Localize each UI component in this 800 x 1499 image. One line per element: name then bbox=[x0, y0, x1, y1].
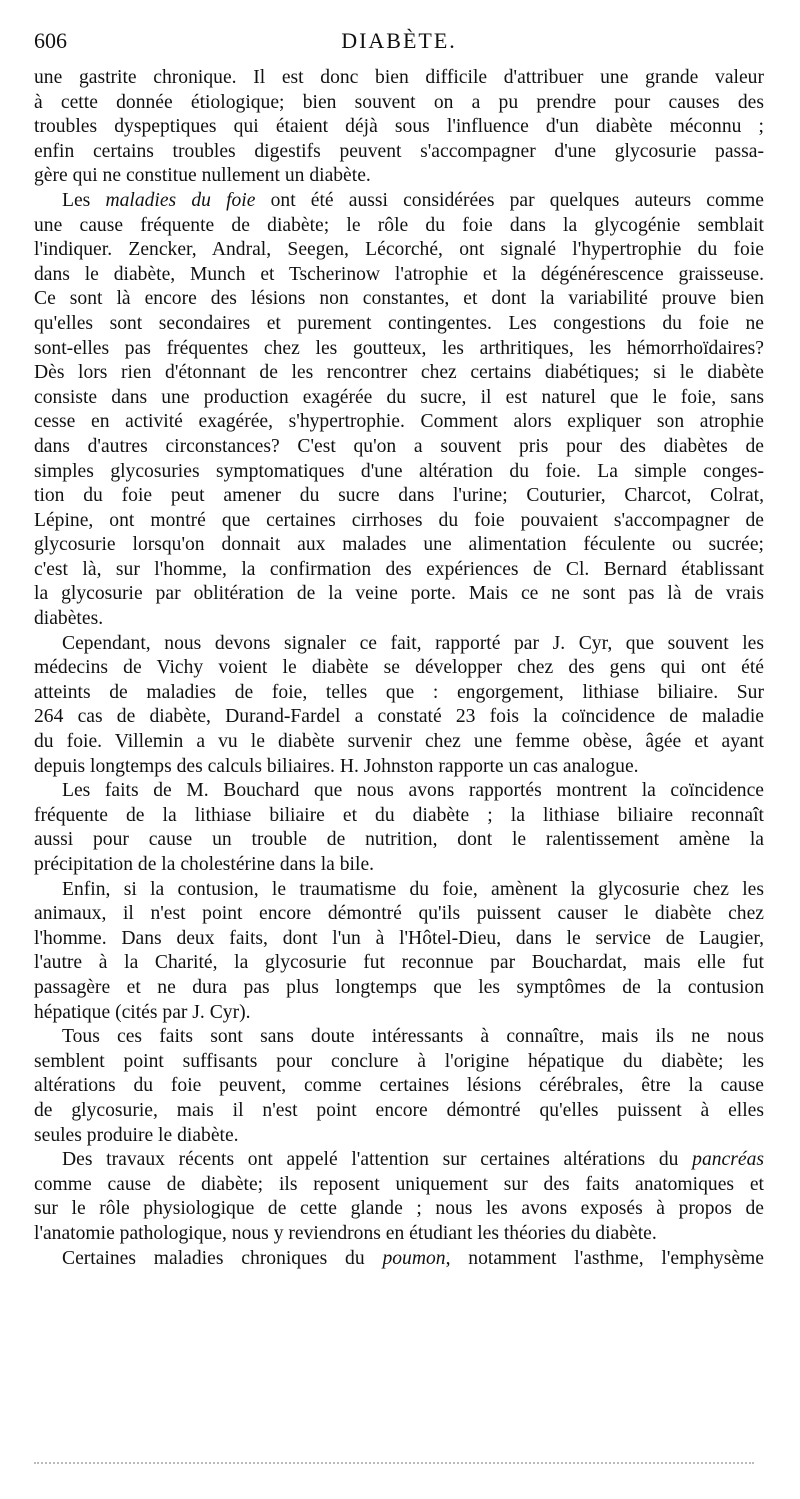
text-line bbox=[34, 1148, 764, 1173]
text-line: du foie. Villemin a vu le diabète survenir chez une femme obèse, âgée et ayant bbox=[34, 731, 764, 753]
text-segment: Des travaux récents ont appelé l'attention sur certaines altérations du bbox=[62, 1149, 693, 1171]
text-line: gère qui ne constitue nullement un diabète. bbox=[34, 165, 371, 187]
text-line: altérations du foie peuvent, comme certaines lésions cérébrales, être la cause bbox=[34, 1075, 764, 1097]
text-line: atteints de maladies de foie, telles que : engorgement, lithiase biliaire. Sur bbox=[34, 681, 764, 703]
text-segment: Certaines maladies chroniques du bbox=[62, 1247, 383, 1269]
text-line: Lépine, ont montré que certaines cirrhoses du foie pouvaient s'accompagner de bbox=[34, 509, 764, 531]
text-line: diabètes. bbox=[34, 608, 104, 630]
italic-term: pancréas bbox=[692, 1149, 764, 1171]
text-line: l'autre à la Charité, la glycosurie fut reconnue par Bouchardat, mais elle fut bbox=[34, 952, 764, 974]
text-line: une cause fréquente de diabète; le rôle du foie dans la glycogénie semblait bbox=[34, 214, 764, 236]
text-line: qu'elles sont secondaires et purement contingentes. Les congestions du foie ne bbox=[34, 312, 764, 334]
text-line: cesse en activité exagérée, s'hypertrophie. Comment alors expliquer son atrophie bbox=[34, 411, 764, 433]
footer-divider bbox=[34, 1462, 754, 1464]
text-line: fréquente de la lithiase biliaire et du diabète ; la lithiase biliaire reconnaît bbox=[34, 804, 764, 826]
text-line bbox=[34, 189, 764, 214]
running-title: DIABÈTE. bbox=[341, 28, 457, 53]
text-line: Les faits de M. Bouchard que nous avons rapportés montrent la coïncidence bbox=[62, 780, 764, 802]
text-line: c'est là, sur l'homme, la confirmation des expériences de Cl. Bernard établissant bbox=[34, 558, 764, 580]
text-line: la glycosurie par oblitération de la veine porte. Mais ce ne sont pas là de vrais bbox=[34, 583, 764, 605]
page-header bbox=[34, 28, 764, 58]
text-line: l'homme. Dans deux faits, dont l'un à l'Hôtel-Dieu, dans le service de Laugier, bbox=[34, 927, 764, 949]
text-line: Enfin, si la contusion, le traumatisme du foie, amènent la glycosurie chez les bbox=[62, 878, 764, 900]
text-line: enfin certains troubles digestifs peuvent s'accompagner d'une glycosurie passa- bbox=[34, 140, 764, 162]
text-line: glycosurie lorsqu'on donnait aux malades une alimentation féculente ou sucrée; bbox=[34, 534, 764, 556]
text-line: comme cause de diabète; ils reposent uniquement sur des faits anatomiques et bbox=[34, 1173, 764, 1195]
text-line: médecins de Vichy voient le diabète se développer chez des gens qui ont été bbox=[34, 657, 764, 679]
text-line: Cependant, nous devons signaler ce fait, rapporté par J. Cyr, que souvent les bbox=[62, 632, 764, 654]
text-line: Dès lors rien d'étonnant de les rencontrer chez certains diabétiques; si le diabète bbox=[34, 362, 764, 384]
text-line: de glycosurie, mais il n'est point encore démontré qu'elles puissent à elles bbox=[34, 1099, 764, 1121]
text-line: l'indiquer. Zencker, Andral, Seegen, Lécorché, ont signalé l'hypertrophie du foie bbox=[34, 239, 764, 261]
text-line: sont-elles pas fréquentes chez les goutteux, les arthritiques, les hémorrhoïdaires? bbox=[34, 337, 764, 359]
text-line: consiste dans une production exagérée du sucre, il est naturel que le foie, sans bbox=[34, 386, 764, 408]
italic-term: poumon bbox=[382, 1247, 446, 1269]
text-line: aussi pour cause un trouble de nutrition, dont le ralentissement amène la bbox=[34, 829, 764, 851]
text-line: simples glycosuries symptomatiques d'une altération du foie. La simple conges- bbox=[34, 460, 764, 482]
text-line: tion du foie peut amener du sucre dans l'urine; Couturier, Charcot, Colrat, bbox=[34, 485, 764, 507]
text-line: dans d'autres circonstances? C'est qu'on a souvent pris pour des diabètes de bbox=[34, 435, 764, 457]
text-line: l'anatomie pathologique, nous y reviendrons en étudiant les théories du diabète. bbox=[34, 1222, 657, 1244]
text-line: seules produire le diabète. bbox=[34, 1124, 239, 1146]
text-line: Tous ces faits sont sans doute intéressants à connaître, mais ils ne nous bbox=[62, 1026, 764, 1048]
text-line: Ce sont là encore des lésions non constantes, et dont la variabilité prouve bien bbox=[34, 288, 764, 310]
text-line: depuis longtemps des calculs biliaires. H. Johnston rapporte un cas analogue. bbox=[34, 755, 639, 777]
text-segment: ont été aussi considérées par quelques auteurs comme bbox=[255, 189, 764, 211]
italic-term: maladies du foie bbox=[105, 189, 256, 211]
text-segment: Les bbox=[62, 189, 106, 211]
text-segment: , notamment l'asthme, l'emphysème bbox=[445, 1247, 764, 1269]
text-line: une gastrite chronique. Il est donc bien difficile d'attribuer une grande valeur bbox=[34, 67, 764, 88]
text-line: passagère et ne dura pas plus longtemps que les symptômes de la contusion bbox=[34, 976, 764, 998]
text-line: 264 cas de diabète, Durand-Fardel a constaté 23 fois la coïncidence de maladie bbox=[34, 706, 764, 728]
text-line: à cette donnée étiologique; bien souvent on a pu prendre pour causes des bbox=[34, 91, 764, 113]
text-line: animaux, il n'est point encore démontré qu'ils puissent causer le diabète chez bbox=[34, 903, 764, 925]
text-line: précipitation de la cholestérine dans la bile. bbox=[34, 854, 375, 875]
text-line bbox=[34, 1247, 764, 1272]
text-line: dans le diabète, Munch et Tscherinow l'atrophie et la dégénérescence graisseuse. bbox=[34, 263, 764, 285]
text-line: semblent point suffisants pour conclure à l'origine hépatique du diabète; les bbox=[34, 1050, 764, 1072]
text-line: sur le rôle physiologique de cette glande ; nous les avons exposés à propos de bbox=[34, 1198, 764, 1220]
text-line: hépatique (cités par J. Cyr). bbox=[34, 1001, 251, 1023]
page-body-text bbox=[34, 66, 764, 1271]
text-line: troubles dyspeptiques qui étaient déjà sous l'influence d'un diabète méconnu ; bbox=[34, 116, 764, 138]
page-number: 606 bbox=[34, 28, 67, 53]
